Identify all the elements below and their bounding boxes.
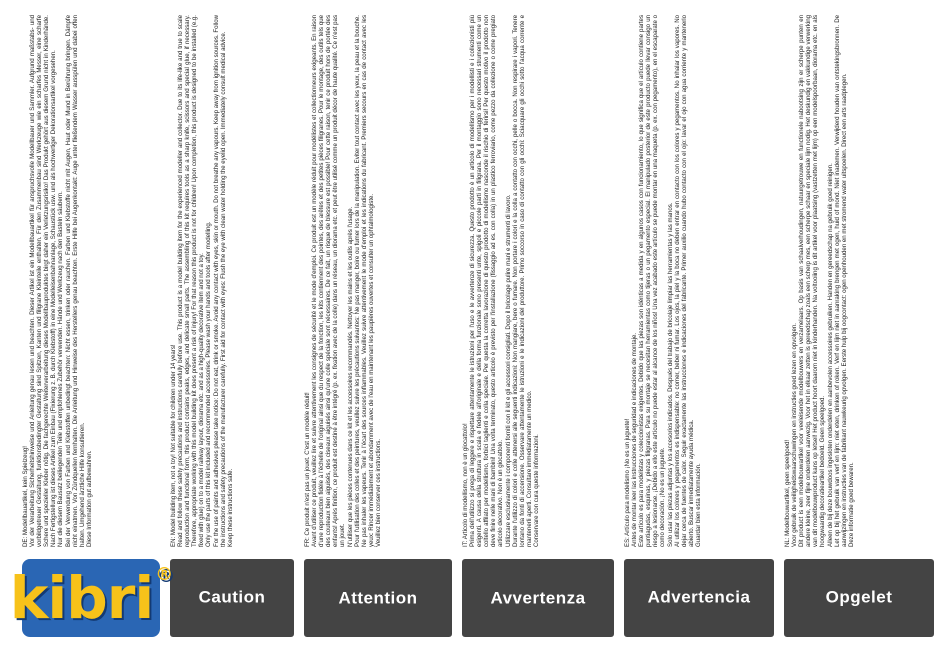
warning-heading-it (462, 559, 614, 637)
safety-paragraph: Durante l'utilizzo di colori e colle attenersi alle seguenti indicazioni: Non mangiare, bere o fumare. Non portare i colori e la colla a contatto con occhi, pelle o bocca. Non respirare i vapori. Tenere lontano da fonti di accensione. Osservare attentamente le istruzioni e le indicazioni del produttore. Primo soccorso in caso di contatto con gli occhi: Sciacquare gli occhi sotto l'acqua corrente e mantenerli aperti. Consultare immediatamente un medico. (511, 15, 533, 547)
safety-paragraph: Voor gebruik de veiligheidswaarschuwingen en instructies goed lezen en opvolgen. (791, 323, 799, 547)
safety-paragraph: Keep these instructions safe. (226, 468, 234, 547)
warning-heading-label: Advertencia (647, 587, 751, 607)
safety-paragraph: IT: Articolo di modellismo, non è un giocattolo! (462, 423, 469, 547)
safety-text-en (170, 15, 294, 547)
safety-paragraph: Veuillez bien conserver ces instructions. (374, 438, 382, 547)
safety-paragraphs-fr (304, 15, 382, 547)
safety-paragraph: Pour l'utilisation des colles et des peintures, veuillez suivre les précautions suivantes: Ne pas manger, boire ou fumer lors de la manipulation. Eviter tout contact avec les yeux, la peau et la bouche. Ne pas inhaler les vapeurs. Tenir à l'écart des sources inflammables. Veuillez suivre attentivement le mode d'emploi et les indications du fabricant. Premiers secours en cas de contact avec les yeux: Rincer immédiatement et abondamment avec de l'eau en maintenant les paupières ouvertes et consulter un ophtalmologiste. (353, 15, 375, 547)
safety-paragraph: Avant d'utiliser ce produit, veuillez lire et suivre attentivement les consignes de sécurité et le mode d'emploi. Ce produit est un modèle réduit pour modélistes et collectionneurs exigeants. En raison d'une reproduction fidèle à l'échelle de l'original ainsi que du respect de la fonction, les kits contiennent des pointes, des arêtes et des petites pièces filigranes. Pour le montage, des outils tels que des couteaux bien aiguisés, des ciseaux aiguisés ainsi qu'une colle spéciale sont nécessaires. De ce fait, un risque de blessure est possible! Pour cette raison, tenir ce produit hors de portée des enfants! Après finition, ce produit est destiné à être intégré (p. ex. fixation avec de la colle) dans un réseau, un diorama etc. et peut être utilisé comme un produit décor de haute qualité. Ce n'est pas un jouet. (311, 15, 347, 547)
safety-paragraphs-en (170, 15, 234, 547)
safety-paragraphs-nl (784, 15, 855, 547)
safety-paragraph: Dit product is een modelbouwartikel voor veeleisende modelbouwers en verzamelaars. Op basis van schaalverhoudingen, natuurgetrouwe en functionele nabootsing zijn er scherpe punten en andere kleine, zeer fijne onderdelen aanwezig. Voor het in elkaar zetten is gereedschap zoals een scherp mes, een scherpe schaar en speciale lijm nodig. Het deskundig en vakkundige verwerking van dit modelbouwproduct kans op letsel! Het product hoort daarom niet in kinderhanden. Na voltooiing is dit artikel voor plaatsing (vastzetten met lijm) op een modelspoorbaan, diorama etc. en als hoogwaardig decoratieartikel bedoeld. Geen speelgoed. (798, 15, 827, 547)
safety-paragraph: Al utilizar los colores y pegamentos es indispensable: no comer, beber ni fumar. Los ojos, la piel y la boca no deben entrar en contacto con los colores y pegamentos. No inhalar los vapores. No dejar cerca de fuentes de calor. Seguir exactamente las instrucciones e indicaciones del fabricante. Primer auxilio cuando hubo contacto con el ojo: lavar el ojo con agua corriente y mantenerlo abierto. Buscar inmediatamente ayuda médica. (673, 15, 695, 547)
logo-name: kibri (9, 564, 154, 632)
warning-heading-es (624, 559, 774, 637)
safety-paragraph: Antes de montar leer las instrucciones de seguridad e indicaciones de montaje. (631, 332, 639, 547)
warning-heading-label: Attention (338, 588, 418, 607)
safety-paragraph: FR: Ce produit n'est pas un jouet. C'est un modèle réduit! (304, 392, 311, 547)
safety-paragraph: Let op bij het gebruik van verf en lijm: niet eten, drinken of roken. Verf en lijm niet in aanraking brengen met ogen, huid of mond. Niet inademen. Verwijderd houden van ontstekingsbronnen. De aanwijzingen en instructies van de fabrikant nauwkeurig opvolgen. Eerste hulp bij oogcontact: ogen openhouden en met stromend water uitspoelen. Direct een arts raadplegen. (833, 15, 848, 547)
safety-paragraph: Guardar bien esta información. (694, 463, 702, 547)
safety-text-it (462, 15, 614, 547)
safety-paragraphs-es (624, 15, 702, 547)
safety-paragraph: Deze informatie goed bewaren. (847, 462, 855, 547)
warning-heading-en (170, 559, 294, 637)
safety-text-es (624, 15, 774, 547)
kibri-logo (9, 559, 173, 637)
safety-text-de (22, 15, 160, 547)
safety-paragraphs-de (22, 15, 93, 547)
safety-paragraphs-it (462, 15, 540, 547)
safety-paragraph: Conservare con cura queste informazioni. (532, 434, 540, 547)
safety-paragraph: ES: Artículo para modelismo ¡No es un juguete! (624, 418, 631, 547)
logo-wordmark (10, 564, 172, 632)
warning-heading-nl (784, 559, 934, 637)
safety-text-fr (304, 15, 452, 547)
safety-paragraph: Only use the parts of this kit included and recommended accessories. Please wash your hands and tools after modelling. (205, 221, 213, 547)
warning-heading-label: Avvertenza (490, 588, 586, 607)
safety-paragraph: Este artículo es para modelistas y coleccionistas exigentes. Debido que las piezas son idénticas a medida y en algunos casos con funcionamiento, lo que significa que el artículo contiene partes puntiagudas, esquinas, y piezas filigranas. Para su montaje se necesitan herramientas como tijeras o un pegamento especial. El manipulado posterior de este producto puede llevar consigo un riesgo a lesionarse. ¡Debido a ello este artículo no puede estar al alcance de los niños! Una vez acabado este artículo se puede montar en una maqueta (p. ex. con pegamento), en el escaparate o como decoración. ¡No es un juguete. (638, 15, 667, 547)
safety-paragraph: N'utiliser que les pièces contenues dans ce kit et les accessoires recommandés. Nettoyer les mains et les outils après l'usage. (346, 206, 354, 547)
warning-heading-label: Opgelet (825, 588, 893, 608)
safety-paragraph: DE: Modellbauartikel, kein Spielzeug! (22, 446, 29, 547)
safety-paragraph: Solo usar las piezas adjuntas y los accesorios indicados. Después del trabajo de bricolaje limpiar las herramientas y las manos. (666, 202, 674, 547)
safety-paragraph: Alleen de bij deze bouwdoos ingesloten onderdelen en aanbevolen accessoires gebruiken. Handen en gereedschap na gebruik goed reinigen. (826, 163, 834, 547)
warning-heading-label: Caution (198, 588, 266, 607)
safety-paragraph: Vor der Verarbeitung Sicherheitshinweise und Anleitung genau lesen und beachten. Dieser Artikel ist ein Modellbauartikel für anspruchsvolle Modellbauer und Sammler. Aufgrund maßstabs- und vorbildgetreuer Gestaltung, funktionsbedingter Gestaltung sind Spitzen, Kanten und filigrane Kleinteile enthalten. Für den Zusammenbau sind Werkzeuge wie ein scharfes Messer, eine scharfe Schere und spezieller Kleber nötig. Die fachgerechte Weiterverarbeitung dieses Modellbauproduktes birgt daher ein Verletzungsrisiko! Das Produkt gehört aus diesem Grund nicht in Kinderhände. Nach Fertigstellung ist dieses Artikel zum Einbau (Fixierung z. B. durch Klebstoff) in eine Modelleisenbahnanlage, Schaustück usw. und als hochwertiger Dekorationsartikel vorgesehen. (29, 15, 58, 547)
warning-heading-fr (304, 559, 452, 637)
safety-paragraph: Bei der Verwendung von Farben und Klebstoffen unbedingt beachten: Nicht essen, trinken oder rauchen. Farben und Klebstoffe nicht mit Augen, Haut oder Mund in Berührung bringen. Dämpfe nicht einatmen. Von Zündquellen fernhalten. Die Anleitung und Hinweise des Herstellers genau beachten. Erste Hilfe bei Augenkontakt: Auge unter fließendem Wasser ausspülen und dabei offen halten. Umgehend ärztliche Hilfe konsultieren. (64, 15, 86, 547)
safety-paragraph: Read and follow these safety precautions and instructions carefully before use. This product is a model building item for the experienced modeller and collector. Due to its life-like and true to scale reproduction and functional form, this product contains peaks, edges, and delicate small parts. The assembling of this kit requires tools as a sharp knife, scissors and special glue, if necessary. Therefore, appropriate working with this model building kit does present a risk of injury! For that reason this product is not for children! Upon completion, this product is designed to be installed (e.g. fixed with glue) on to a model railway layout, diorama etc. and as a high-quality decorative item and not a toy. (177, 15, 206, 547)
safety-paragraph: Prima dell'utilizzo si prega di leggere e rispettare attentamente le istruzioni per l'uso e le avvertenze di sicurezza. Questo prodotto è un articolo di modellismo per i modellisti e i collezionisti più esigenti. A causa della struttura in scala e fedele all'originale e della forma funzionale sono presenti unte, spigoli e piccole parti in filigrana. Per il montaggio sono necessari strumenti come un coltello affilato per modellismo, forbici taglienti e colla speciale. Per questa la corretta lavorazione di questo prodotto di modellismo nasconde il rischio di ferirsi! Per questo motivo il prodotto non deve finire nelle mani di bambini! Una volta terminato, questo articolo è previsto per l'installazione (fissaggio ad es. con colla) in un plastico ferroviario, come pezzo da collezione o come pregiato articolo decorativo. Non è un giocattolo. (469, 15, 505, 547)
safety-paragraph: EN: Model building item, not a toy! Not suitable for children under 14 years! (170, 344, 177, 547)
safety-paragraph: Utilizzare esclusivamente i componenti forniti con il kit e gli accessori consigliati. Dopo il bricolage pulire mani e strumenti di lavoro. (504, 194, 512, 547)
safety-paragraph: Nur die diesem Bausatz beiliegenden Teile und empfohlenes Zubehör verwenden. Hände und Werkzeug nach den Basteln säubern. (57, 191, 65, 547)
safety-paragraph: Diese Information gut aufbewahren. (85, 450, 93, 547)
safety-paragraph: For the use of paints and adhesives please take notice: Do not eat, drink or smoke. Avoid any contact with eyes, skin or mouth. Do not breathe any vapours. Keep away from ignition sources. Follow the instructions and safety precautions of the manufacturer carefully. First aid for contact with eyes: Flush the eye with clean water holding the eyelid open. Immediately consult medical advice. (212, 15, 227, 547)
safety-paragraph: NL: Modelbouwartikel, geen speelgoed! (784, 439, 791, 547)
safety-text-nl (784, 15, 934, 547)
logo-registered-mark: ® (155, 564, 173, 585)
